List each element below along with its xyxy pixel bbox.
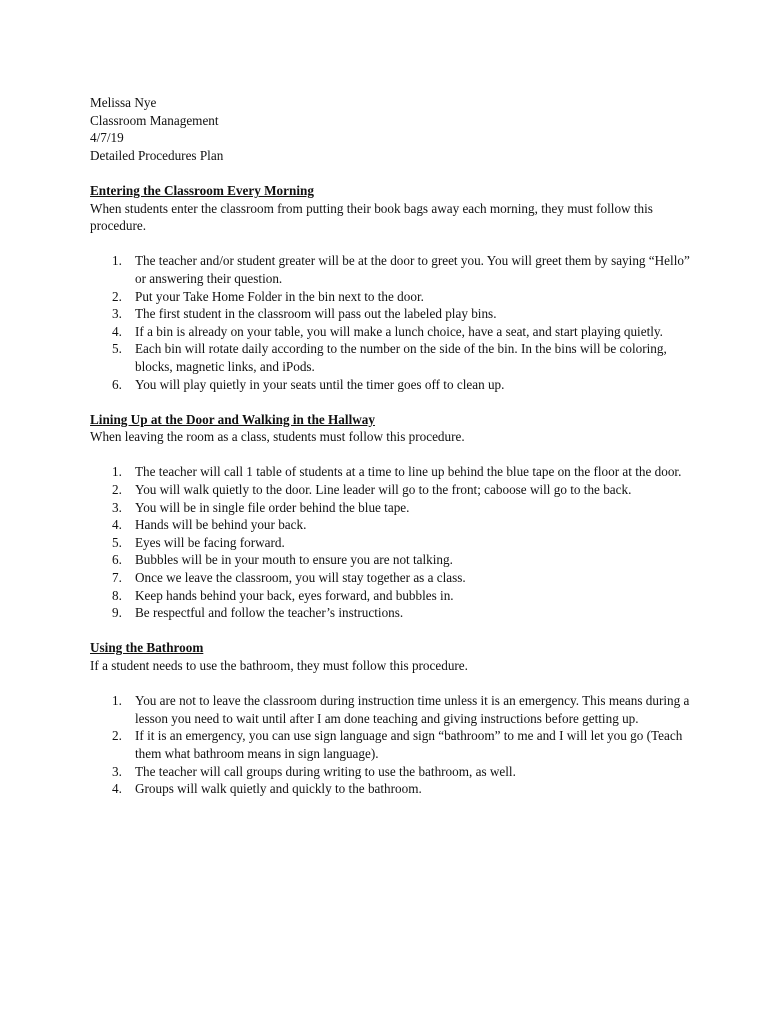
- list-number: 2.: [112, 482, 122, 498]
- list-item-text: Hands will be behind your back.: [135, 517, 307, 533]
- course-name: Classroom Management: [90, 112, 219, 128]
- sections-container: [90, 182, 690, 798]
- document-page: [90, 94, 690, 798]
- spacer: [90, 393, 690, 411]
- list-item-text: The teacher and/or student greater will be at the door to greet you. You will greet them by saying “Hello” or answering their question.: [135, 253, 690, 286]
- list-item-text: Eyes will be facing forward.: [135, 534, 285, 550]
- list-number: 9.: [112, 605, 122, 621]
- list-item: [90, 763, 690, 781]
- section-intro: When students enter the classroom from putting their book bags away each morning, they must follow this procedure.: [90, 200, 653, 234]
- list-number: 2.: [112, 728, 122, 744]
- procedure-list: [90, 252, 690, 393]
- procedure-list: [90, 463, 690, 621]
- list-item-text: You will be in single file order behind the blue tape.: [135, 499, 410, 515]
- section-heading: Entering the Classroom Every Morning: [90, 182, 314, 198]
- list-item-text: Each bin will rotate daily according to the number on the side of the bin. In the bins will be coloring, blocks, magnetic links, and iPods.: [135, 341, 667, 374]
- spacer: [90, 622, 690, 640]
- spacer: [90, 235, 690, 253]
- list-item-text: The first student in the classroom will pass out the labeled play bins.: [135, 306, 497, 322]
- list-number: 4.: [112, 781, 122, 797]
- list-item-text: Put your Take Home Folder in the bin next to the door.: [135, 288, 424, 304]
- procedure-list: [90, 692, 690, 798]
- list-number: 2.: [112, 288, 122, 304]
- list-item-text: Groups will walk quietly and quickly to the bathroom.: [135, 781, 422, 797]
- procedure-section: [90, 182, 690, 411]
- list-number: 1.: [112, 253, 122, 269]
- list-item-text: Bubbles will be in your mouth to ensure you are not talking.: [135, 552, 453, 568]
- list-item-text: The teacher will call groups during writing to use the bathroom, as well.: [135, 763, 516, 779]
- document-date: 4/7/19: [90, 130, 124, 146]
- section-intro: When leaving the room as a class, students must follow this procedure.: [90, 429, 465, 445]
- list-item: [90, 587, 690, 605]
- spacer: [90, 446, 690, 464]
- list-item-text: You will play quietly in your seats until the timer goes off to clean up.: [135, 376, 505, 392]
- list-number: 3.: [112, 306, 122, 322]
- list-number: 4.: [112, 323, 122, 339]
- list-item-text: You are not to leave the classroom during instruction time unless it is an emergency. This means during a lesson you need to wait until after I am done teaching and giving instructions before getting up.: [135, 693, 690, 726]
- list-item-text: If a bin is already on your table, you will make a lunch choice, have a seat, and start playing quietly.: [135, 323, 663, 339]
- list-item-text: If it is an emergency, you can use sign language and sign “bathroom” to me and I will let you go (Teach them what bathroom means in sign language).: [135, 728, 683, 761]
- list-number: 3.: [112, 499, 122, 515]
- list-number: 4.: [112, 517, 122, 533]
- section-heading: Lining Up at the Door and Walking in the Hallway: [90, 411, 375, 427]
- list-item: [90, 604, 690, 622]
- list-number: 8.: [112, 587, 122, 603]
- list-item: [90, 323, 690, 341]
- list-item: [90, 516, 690, 534]
- list-number: 1.: [112, 693, 122, 709]
- procedure-section: [90, 411, 690, 640]
- spacer: [90, 164, 690, 182]
- list-item: [90, 692, 690, 727]
- list-number: 5.: [112, 534, 122, 550]
- list-number: 6.: [112, 376, 122, 392]
- list-item-text: Keep hands behind your back, eyes forward, and bubbles in.: [135, 587, 454, 603]
- document-title: Detailed Procedures Plan: [90, 147, 224, 163]
- list-item: [90, 499, 690, 517]
- list-item: [90, 376, 690, 394]
- list-number: 1.: [112, 464, 122, 480]
- list-item-text: Once we leave the classroom, you will stay together as a class.: [135, 570, 466, 586]
- list-number: 3.: [112, 763, 122, 779]
- list-item-text: You will walk quietly to the door. Line leader will go to the front; caboose will go to the back.: [135, 482, 632, 498]
- list-item: [90, 340, 690, 375]
- list-item: [90, 569, 690, 587]
- list-item: [90, 305, 690, 323]
- author-name: Melissa Nye: [90, 95, 157, 110]
- list-item: [90, 534, 690, 552]
- list-item: [90, 463, 690, 481]
- list-item-text: Be respectful and follow the teacher’s instructions.: [135, 605, 404, 621]
- spacer: [90, 675, 690, 693]
- list-item: [90, 481, 690, 499]
- list-item-text: The teacher will call 1 table of students at a time to line up behind the blue tape on the floor at the door.: [135, 464, 682, 480]
- list-item: [90, 551, 690, 569]
- section-heading: Using the Bathroom: [90, 640, 204, 656]
- list-number: 7.: [112, 570, 122, 586]
- section-intro: If a student needs to use the bathroom, they must follow this procedure.: [90, 658, 468, 673]
- list-number: 6.: [112, 552, 122, 568]
- list-item: [90, 288, 690, 306]
- list-item: [90, 780, 690, 798]
- list-item: [90, 252, 690, 287]
- list-item: [90, 727, 690, 762]
- list-number: 5.: [112, 341, 122, 357]
- procedure-section: [90, 639, 690, 797]
